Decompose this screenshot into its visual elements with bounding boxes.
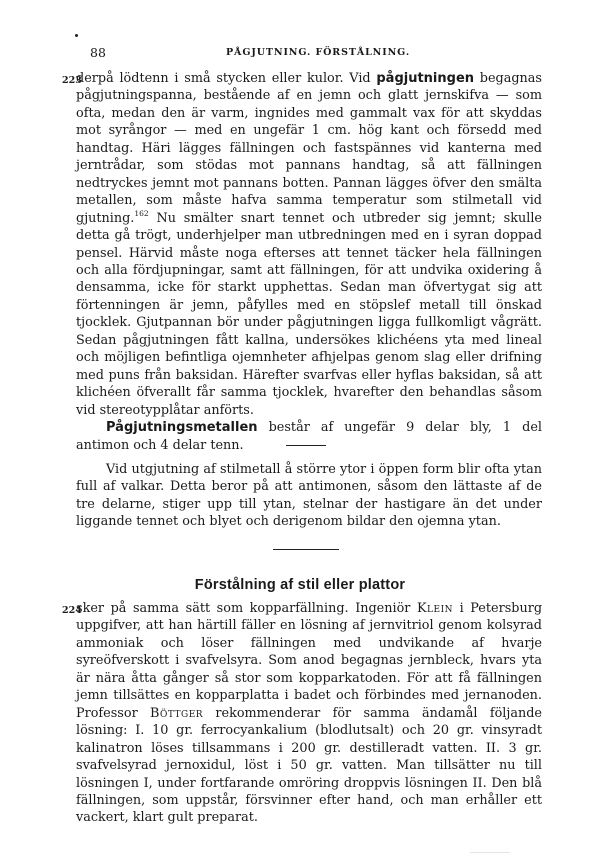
running-head: PÅGJUTNING. FÖRSTÅLNING.: [226, 47, 411, 58]
section-223-paragraph: [76, 70, 542, 419]
section-223-text-3: Nu smälter snart tennet och utbreder sig jemnt; skulle detta gå trögt, underhjelper man utbredningen med en i syran doppad pensel. Härvid måste noga efterses att tennet täcker hela fällningen och alla fördjupningar, samt att fällningen, för att undvika oxidering å densamma, icke för starkt upphettas. Sedan man öfvertygat sig att förtenningen är jemn, påfylles med en stöpslef metall till önskad tjocklek. Gjutpannan bör under pågjutningen ligga fullkomligt vågrätt. Sedan pågjutningen fått kallna, undersökes klichéens yta med lineal och möjligen befintliga ojemnheter afhjelpas genom slag eller drifning med puns från baksidan. Härefter svarfvas eller hyflas baksidan, så att klichéen öfverallt får samma tjocklek, hvarefter den behandlas såsom vid stereotypplåtar anförts.: [76, 210, 542, 418]
section-divider: [273, 549, 339, 550]
section-224-paragraph: [76, 600, 542, 827]
paragraph-number-224: 224: [62, 605, 82, 616]
note-block: [76, 461, 542, 531]
section-223-text-1: derpå lödtenn i små stycken eller kulor. Vid: [76, 71, 377, 86]
name-klein: Klein: [416, 601, 454, 616]
section-heading: Förstålning af stil eller plattor: [194, 577, 406, 593]
section-223-metal-paragraph: [76, 419, 542, 454]
section-223-text-2: begagnas pågjutningspanna, bestående af en jemn och glatt jernskifva — som ofta, medan den är varm, ingnides med gammalt vax för att skyddas mot syrångor — med en ungefär 1 cm. hög kant och försedd med handtag. Häri lägges fällningen och fastspännes vid kanterna med jerntrådar, som stödas mot pannans handtag, så att fällningen nedtryckes jemnt mot pannans botten. Pannan lägges öfver den smälta metallen, som måste hafva samma temperatur som stilmetall vid gjutning.: [76, 71, 542, 226]
section-223-text-4: består af ungefär 9 delar bly, 1 del antimon och 4 delar tenn.: [76, 420, 542, 453]
section-224-body: [76, 600, 542, 827]
section-224-text-1: sker på samma sätt som kopparfällning. Ingeniör: [76, 601, 417, 616]
name-bottger: Böttger: [150, 705, 204, 721]
printer-mark: [75, 34, 78, 37]
section-223-body: [76, 70, 542, 454]
bleed-through-shadow: [470, 852, 510, 863]
footnote-ref: 162: [134, 208, 149, 218]
page-number: 88: [90, 45, 106, 60]
paragraph-number-223: 223: [62, 75, 82, 86]
term-pagjutningen: pågjutningen: [376, 71, 475, 86]
short-divider: [286, 445, 326, 446]
section-224-text-2: i Petersburg uppgifver, att han härtill fäller en lösning af jernvitriol genom kolsyrad ammoniak och löser fällningen med undvikande af hvarje syreöfverskott i svafvelsyra. Som anod begagnas jernbleck, hvars yta är nära åtta gånger så stor som kopparkatoden. För att få fällningen jemn tillsättes en kopparplatta i badet och förbindes med jernanoden. Professor: [76, 601, 543, 721]
term-pagjutningsmetallen: Pågjutningsmetallen: [106, 420, 258, 436]
note-paragraph: Vid utgjutning af stilmetall å större ytor i öppen form blir ofta ytan full af valkar. Detta beror på att antimonen, såsom den lättaste af de tre delarne, stiger upp till ytan, stelnar der hastigare än det under liggande tennet och blyet och derigenom bildar den ojemna ytan.: [76, 462, 542, 530]
section-224-text-3: rekommenderar för samma ändamål följande lösning: I. 10 gr. ferrocyankalium (blodlutsalt) och 20 gr. vinsyradt kalinatron löses tillsammans i 200 gr. destilleradt vatten. II. 3 gr. svafvelsyrad jernoxidul, löst i 50 gr. vatten. Man tillsätter nu till lösningen I, under fortfarande omröring droppvis lösningen II. Den blå fällningen, som uppstår, försvinner efter hand, och man erhåller ett vackert, klart gult preparat.: [76, 705, 542, 826]
